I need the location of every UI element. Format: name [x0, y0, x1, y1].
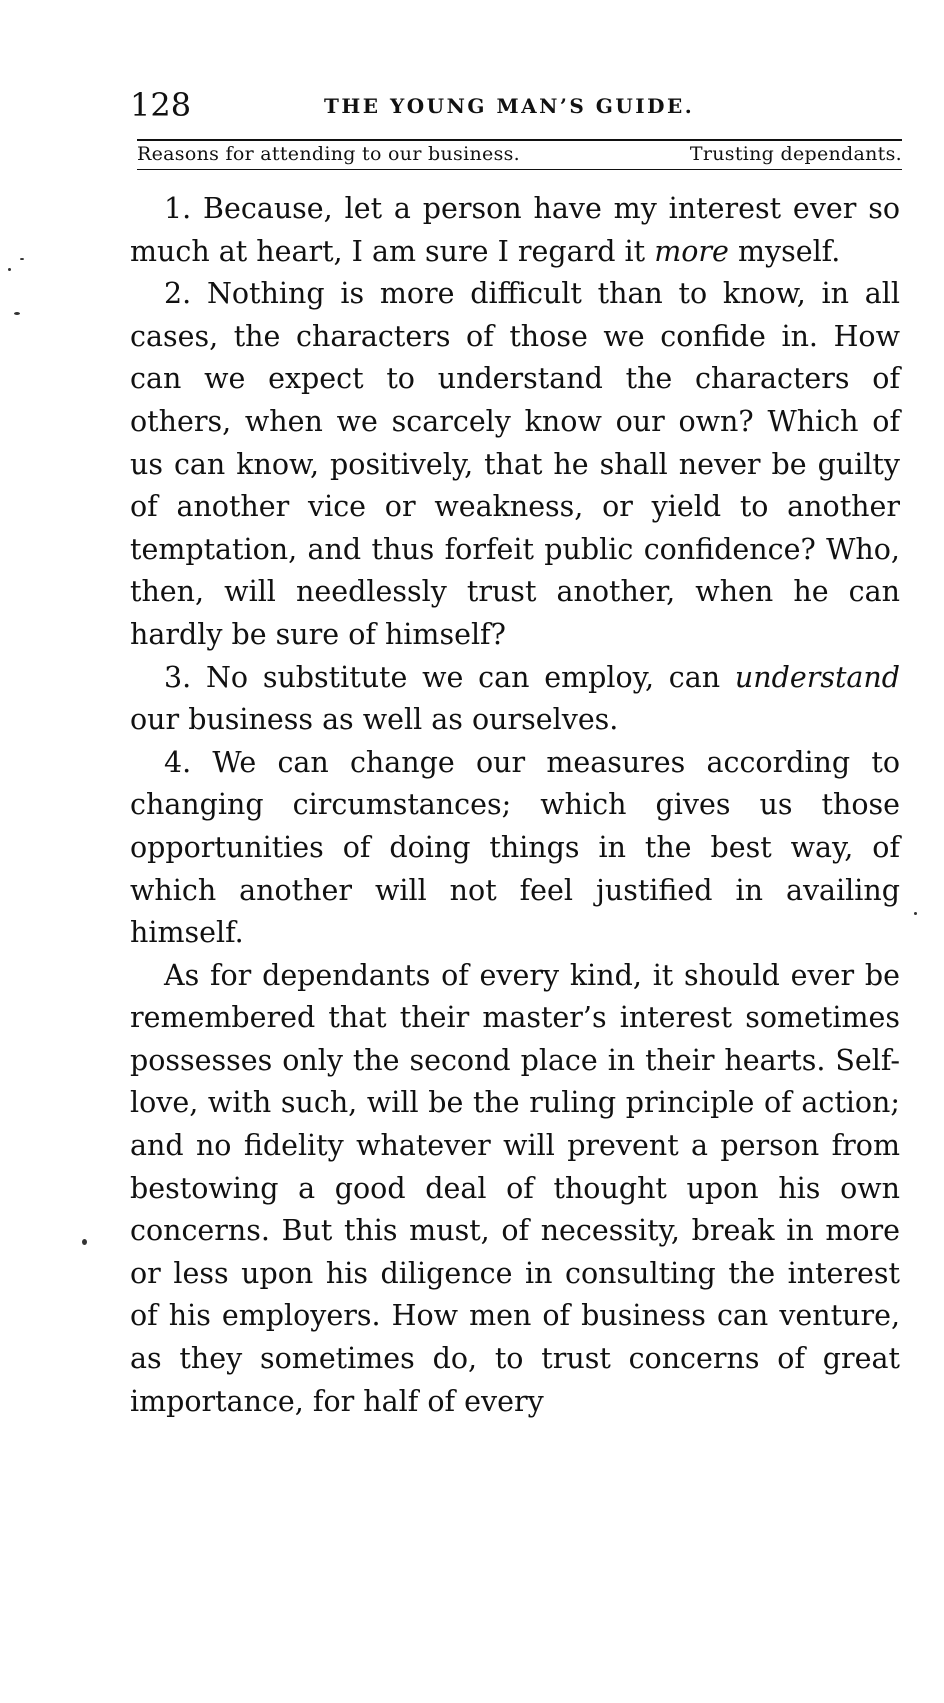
- speck-mark: [82, 1239, 87, 1245]
- paragraph: 1. Because, let a person have my interest ever so much at heart, I am sure I regard it more myself.: [130, 192, 900, 268]
- paragraph: As for dependants of every kind, it should ever be remembered that their master’s interest sometimes possesses only the second place in their hearts. Self-love, with such, will be the ruling principle of action; and no fidelity whatever will prevent a person from bestowing a good deal of thought upon his own concerns. But this must, of necessity, break in more or less upon his diligence in consulting the interest of his employers. How men of business can venture, as they sometimes do, to trust concerns of great importance, for half of every: [130, 958, 900, 1418]
- body-text: [130, 188, 900, 1423]
- running-title: THE YOUNG MAN’S GUIDE.: [324, 94, 695, 118]
- paragraph: 3. No substitute we can employ, can understand our business as well as ourselves.: [130, 660, 900, 737]
- page-number: 128: [130, 86, 192, 124]
- speck-mark: [914, 912, 917, 915]
- subhead-left: Reasons for attending to our business.: [137, 143, 521, 165]
- speck-mark: [14, 312, 20, 315]
- page-header: [130, 86, 894, 126]
- emphasis-word: understand: [734, 660, 900, 694]
- subhead-right: Trusting dependants.: [689, 143, 902, 165]
- emphasis-word: more: [654, 234, 729, 268]
- section-subhead: [137, 139, 902, 170]
- speck-mark: [20, 258, 24, 260]
- speck-mark: [8, 268, 11, 271]
- paragraph: 4. We can change our measures according to changing circumstances; which gives us those opportunities of doing things in the best way, of which another will not feel justified in availing himself.: [130, 745, 900, 950]
- paragraph: 2. Nothing is more difficult than to know, in all cases, the characters of those we confide in. How can we expect to understand the characters of others, when we scarcely know our own? Which of us can know, positively, that he shall never be guilty of another vice or weakness, or yield to another temptation, and thus forfeit public confidence? Who, then, will needlessly trust another, when he can hardly be sure of himself?: [130, 277, 900, 651]
